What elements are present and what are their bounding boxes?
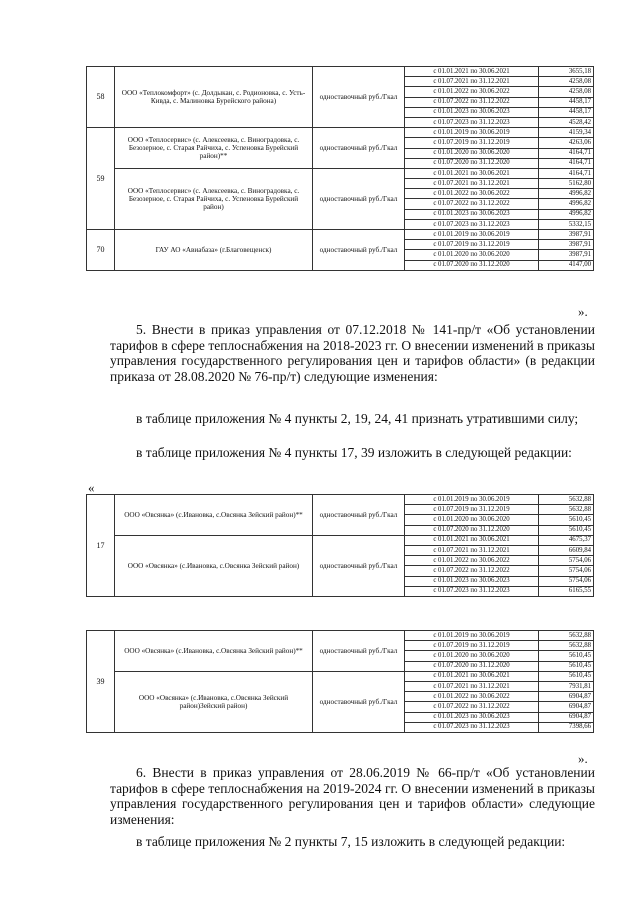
paragraph-5: 5. Внести в приказ управления от 07.12.2018 № 141-пр/т «Об установлении тарифов в сфере теплоснабжения на 2018-2023 гг. О внесении изменений в приказы управления государственного регулирования цен и тарифов области» (в редакции приказа от 28.08.2020 № 76-пр/т) следующие изменения:	[110, 322, 595, 384]
organization-name: ООО «Овсянка» (с.Ивановка, с.Овсянка Зейский район)**	[115, 495, 313, 536]
tariff-value: 4258,08	[539, 87, 594, 97]
tariff-period: с 01.01.2020 по 30.06.2020	[405, 250, 539, 260]
tariff-value: 3655,18	[539, 67, 594, 77]
paragraph-6: 6. Внести в приказ управления от 28.06.2019 № 66-пр/т «Об установлении тарифов в сфере теплоснабжения на 2019-2024 гг. О внесении изменений в приказы управления государственного регулирования цен и тарифов области» следующие изменения:	[110, 765, 595, 827]
tariff-period: с 01.07.2023 по 31.12.2023	[405, 117, 539, 127]
tariff-period: с 01.07.2022 по 31.12.2022	[405, 566, 539, 576]
tariff-value: 5610,45	[539, 651, 594, 661]
tariff-period: с 01.01.2022 по 30.06.2022	[405, 692, 539, 702]
organization-name: ГАУ АО «Авиабаза» (г.Благовещенск)	[115, 230, 313, 271]
table-row	[87, 230, 594, 240]
tariff-period: с 01.07.2021 по 31.12.2021	[405, 77, 539, 87]
tariff-value: 5332,15	[539, 219, 594, 229]
item-number: 59	[87, 128, 115, 230]
organization-name: ООО «Овсянка» (с.Ивановка, с.Овсянка Зейский район)	[115, 535, 313, 596]
tariff-value: 4458,17	[539, 107, 594, 117]
tariff-value: 6904,87	[539, 712, 594, 722]
tariff-value: 6904,87	[539, 702, 594, 712]
tariff-unit: одноставочный руб./Гкал	[313, 67, 405, 128]
tariff-value: 5610,45	[539, 671, 594, 681]
tariff-period: с 01.07.2022 по 31.12.2022	[405, 97, 539, 107]
tariff-table-1	[86, 66, 594, 271]
tariff-value: 5162,80	[539, 179, 594, 189]
tariff-value: 4996,82	[539, 209, 594, 219]
table-row	[87, 67, 594, 77]
tariff-period: с 01.07.2019 по 31.12.2019	[405, 641, 539, 651]
tariff-period: с 01.07.2020 по 31.12.2020	[405, 158, 539, 168]
tariff-value: 4996,82	[539, 189, 594, 199]
organization-name: ООО «Теплокомфорт» (с. Долдыкан, с. Родионовка, с. Усть-Кивда, с. Малиновка Бурейского района)	[115, 67, 313, 128]
tariff-unit: одноставочный руб./Гкал	[313, 535, 405, 596]
tariff-value: 3987,91	[539, 240, 594, 250]
tariff-period: с 01.01.2020 по 30.06.2020	[405, 148, 539, 158]
tariff-value: 4164,71	[539, 168, 594, 178]
opening-quote: «	[88, 480, 95, 495]
tariff-period: с 01.07.2021 по 31.12.2021	[405, 179, 539, 189]
table-row	[87, 671, 594, 681]
tariff-value: 4675,37	[539, 535, 594, 545]
tariff-period: с 01.01.2022 по 30.06.2022	[405, 189, 539, 199]
tariff-period: с 01.01.2023 по 30.06.2023	[405, 712, 539, 722]
organization-name: ООО «Овсянка» (с.Ивановка, с.Овсянка Зейский район)**	[115, 631, 313, 672]
tariff-period: с 01.01.2021 по 30.06.2021	[405, 671, 539, 681]
tariff-value: 5754,06	[539, 566, 594, 576]
tariff-value: 6165,55	[539, 586, 594, 596]
tariff-period: с 01.07.2021 по 31.12.2021	[405, 545, 539, 555]
item-number: 70	[87, 230, 115, 271]
tariff-period: с 01.01.2022 по 30.06.2022	[405, 87, 539, 97]
tariff-period: с 01.01.2022 по 30.06.2022	[405, 556, 539, 566]
tariff-period: с 01.07.2021 по 31.12.2021	[405, 681, 539, 691]
organization-name: ООО «Овсянка» (с.Ивановка, с.Овсянка Зейский район)Зейский район)	[115, 671, 313, 732]
tariff-value: 7931,81	[539, 681, 594, 691]
tariff-period: с 01.01.2023 по 30.06.2023	[405, 107, 539, 117]
tariff-value: 6609,84	[539, 545, 594, 555]
tariff-period: с 01.01.2020 по 30.06.2020	[405, 515, 539, 525]
tariff-table-3	[86, 630, 594, 733]
item-number: 39	[87, 631, 115, 733]
tariff-period: с 01.07.2020 по 31.12.2020	[405, 525, 539, 535]
organization-name: ООО «Теплосервис» (с. Алексеевка, с. Виноградовка, с. Безозерное, с. Старая Райчиха, с. Успеновка Бурейский район)	[115, 168, 313, 229]
tariff-value: 4164,71	[539, 148, 594, 158]
tariff-period: с 01.01.2021 по 30.06.2021	[405, 168, 539, 178]
tariff-period: с 01.07.2023 по 31.12.2023	[405, 722, 539, 732]
tariff-period: с 01.01.2021 по 30.06.2021	[405, 535, 539, 545]
tariff-table-2	[86, 494, 594, 597]
table-row	[87, 495, 594, 505]
closing-quote-1: ».	[578, 304, 588, 319]
tariff-value: 5632,88	[539, 631, 594, 641]
tariff-period: с 01.07.2022 по 31.12.2022	[405, 702, 539, 712]
tariff-value: 3987,91	[539, 230, 594, 240]
table-row	[87, 631, 594, 641]
tariff-value: 5632,88	[539, 641, 594, 651]
tariff-period: с 01.07.2020 по 31.12.2020	[405, 661, 539, 671]
paragraph-5-item-b: в таблице приложения № 4 пункты 17, 39 изложить в следующей редакции:	[136, 445, 572, 460]
item-number: 58	[87, 67, 115, 128]
tariff-period: с 01.07.2023 по 31.12.2023	[405, 219, 539, 229]
tariff-unit: одноставочный руб./Гкал	[313, 128, 405, 169]
tariff-value: 5632,88	[539, 495, 594, 505]
tariff-period: с 01.01.2023 по 30.06.2023	[405, 209, 539, 219]
tariff-period: с 01.07.2019 по 31.12.2019	[405, 138, 539, 148]
paragraph-6-item-a: в таблице приложения № 2 пункты 7, 15 изложить в следующей редакции:	[136, 834, 566, 849]
tariff-unit: одноставочный руб./Гкал	[313, 671, 405, 732]
tariff-value: 6904,87	[539, 692, 594, 702]
tariff-period: с 01.01.2019 по 30.06.2019	[405, 230, 539, 240]
tariff-unit: одноставочный руб./Гкал	[313, 168, 405, 229]
tariff-value: 5610,45	[539, 515, 594, 525]
tariff-period: с 01.01.2023 по 30.06.2023	[405, 576, 539, 586]
tariff-value: 5610,45	[539, 525, 594, 535]
tariff-period: с 01.07.2022 по 31.12.2022	[405, 199, 539, 209]
tariff-unit: одноставочный руб./Гкал	[313, 230, 405, 271]
tariff-period: с 01.07.2019 по 31.12.2019	[405, 240, 539, 250]
tariff-value: 3987,91	[539, 250, 594, 260]
tariff-value: 4996,82	[539, 199, 594, 209]
organization-name: ООО «Теплосервис» (с. Алексеевка, с. Виноградовка, с. Безозерное, с. Старая Райчиха, с. Успеновка Бурейский район)**	[115, 128, 313, 169]
tariff-value: 4147,00	[539, 260, 594, 270]
tariff-period: с 01.01.2020 по 30.06.2020	[405, 651, 539, 661]
tariff-value: 4159,34	[539, 128, 594, 138]
table-row	[87, 128, 594, 138]
tariff-period: с 01.01.2019 по 30.06.2019	[405, 495, 539, 505]
tariff-period: с 01.07.2023 по 31.12.2023	[405, 586, 539, 596]
tariff-value: 4528,42	[539, 117, 594, 127]
item-number: 17	[87, 495, 115, 597]
table-row	[87, 168, 594, 178]
tariff-value: 5754,06	[539, 576, 594, 586]
tariff-period: с 01.01.2019 по 30.06.2019	[405, 128, 539, 138]
tariff-value: 7398,66	[539, 722, 594, 732]
tariff-value: 5632,88	[539, 505, 594, 515]
paragraph-5-item-a: в таблице приложения № 4 пункты 2, 19, 24, 41 признать утратившими силу;	[136, 411, 579, 426]
tariff-unit: одноставочный руб./Гкал	[313, 631, 405, 672]
tariff-period: с 01.01.2021 по 30.06.2021	[405, 67, 539, 77]
tariff-value: 4263,06	[539, 138, 594, 148]
tariff-value: 4164,71	[539, 158, 594, 168]
tariff-period: с 01.01.2019 по 30.06.2019	[405, 631, 539, 641]
closing-quote-2: ».	[578, 751, 588, 766]
tariff-unit: одноставочный руб./Гкал	[313, 495, 405, 536]
tariff-value: 4258,08	[539, 77, 594, 87]
tariff-value: 5610,45	[539, 661, 594, 671]
tariff-value: 4458,17	[539, 97, 594, 107]
tariff-value: 5754,06	[539, 556, 594, 566]
table-row	[87, 535, 594, 545]
tariff-period: с 01.07.2019 по 31.12.2019	[405, 505, 539, 515]
tariff-period: с 01.07.2020 по 31.12.2020	[405, 260, 539, 270]
